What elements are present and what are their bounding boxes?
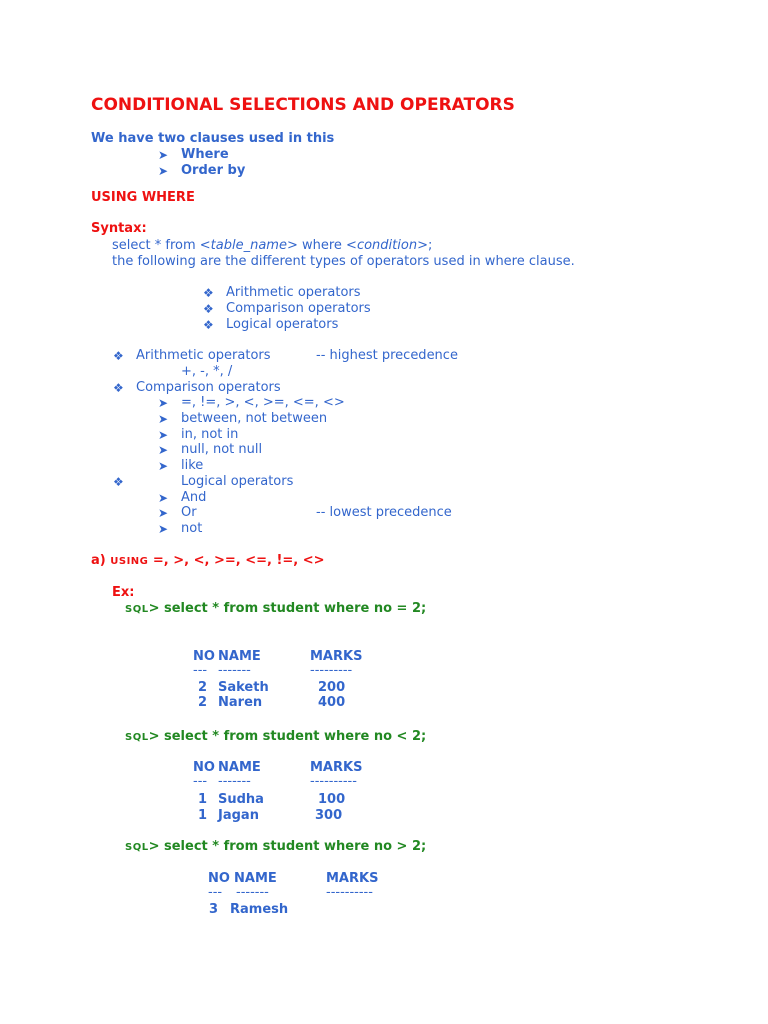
diamond-icon: ❖ xyxy=(203,302,214,316)
sql-query: SQL> select * from student where no > 2; xyxy=(125,839,427,854)
syntax-description: the following are the different types of operators used in where clause. xyxy=(112,254,575,269)
col-underline: --------- xyxy=(310,663,353,678)
cell-no: 3 xyxy=(209,902,219,917)
cell-no: 2 xyxy=(198,695,208,710)
clause-order-by: Order by xyxy=(181,163,246,178)
section-a-heading: a) USING =, >, <, >=, <=, !=, <> xyxy=(91,553,325,568)
col-underline: ------- xyxy=(218,663,251,678)
col-header-name: NAME xyxy=(218,760,261,775)
col-underline: --- xyxy=(193,663,208,678)
cell-marks: 400 xyxy=(318,695,346,710)
col-header-marks: MARKS xyxy=(310,649,363,664)
col-header-name: NAME xyxy=(234,871,277,886)
comp-item: like xyxy=(181,458,204,473)
cell-marks: 200 xyxy=(318,680,346,695)
comp-item: in, not in xyxy=(181,427,239,442)
page-title: CONDITIONAL SELECTIONS AND OPERATORS xyxy=(91,95,515,115)
col-header-no: NO xyxy=(193,760,215,775)
col-header-marks: MARKS xyxy=(310,760,363,775)
cell-name: Saketh xyxy=(218,680,269,695)
syntax-label: Syntax: xyxy=(91,221,147,236)
arith-precedence-note: -- highest precedence xyxy=(316,348,458,363)
comp-item: null, not null xyxy=(181,442,263,457)
col-underline: --- xyxy=(193,774,208,789)
diamond-icon: ❖ xyxy=(203,286,214,300)
logical-label: Logical operators xyxy=(181,474,294,489)
diamond-icon: ❖ xyxy=(113,349,124,363)
operator-type-item: Comparison operators xyxy=(226,301,371,316)
comp-item: between, not between xyxy=(181,411,328,426)
arrow-icon: ➤ xyxy=(158,506,169,520)
using-where-heading: USING WHERE xyxy=(91,190,195,205)
sql-query: SQL> select * from student where no = 2; xyxy=(125,601,427,616)
intro-text: We have two clauses used in this xyxy=(91,131,335,146)
logical-item: Or xyxy=(181,505,197,520)
operator-type-item: Arithmetic operators xyxy=(226,285,361,300)
sql-query: SQL> select * from student where no < 2; xyxy=(125,729,427,744)
cell-name: Naren xyxy=(218,695,263,710)
cell-name: Sudha xyxy=(218,792,264,807)
col-underline: ---------- xyxy=(326,885,373,900)
arrow-icon: ➤ xyxy=(158,491,169,505)
col-underline: --- xyxy=(208,885,223,900)
comp-label: Comparison operators xyxy=(136,380,281,395)
logical-precedence-note: -- lowest precedence xyxy=(316,505,452,520)
arrow-icon: ➤ xyxy=(158,522,169,536)
diamond-icon: ❖ xyxy=(113,475,124,489)
cell-no: 1 xyxy=(198,792,208,807)
clause-where: Where xyxy=(181,147,229,162)
arrow-icon: ➤ xyxy=(158,428,169,442)
arith-ops: +, -, *, / xyxy=(181,364,233,379)
logical-item: And xyxy=(181,490,207,505)
arrow-icon: ➤ xyxy=(158,164,169,178)
syntax-statement: select * from <table_name> where <condition>; xyxy=(112,238,433,253)
arrow-icon: ➤ xyxy=(158,396,169,410)
comp-item: =, !=, >, <, >=, <=, <> xyxy=(181,395,345,410)
diamond-icon: ❖ xyxy=(203,318,214,332)
cell-no: 1 xyxy=(198,808,208,823)
diamond-icon: ❖ xyxy=(113,381,124,395)
arrow-icon: ➤ xyxy=(158,443,169,457)
arrow-icon: ➤ xyxy=(158,459,169,473)
col-header-marks: MARKS xyxy=(326,871,379,886)
arrow-icon: ➤ xyxy=(158,412,169,426)
col-underline: ------- xyxy=(236,885,269,900)
cell-name: Ramesh xyxy=(230,902,289,917)
cell-no: 2 xyxy=(198,680,208,695)
arith-label: Arithmetic operators xyxy=(136,348,271,363)
col-header-name: NAME xyxy=(218,649,261,664)
col-underline: ---------- xyxy=(310,774,357,789)
col-header-no: NO xyxy=(208,871,230,886)
arrow-icon: ➤ xyxy=(158,148,169,162)
operator-type-item: Logical operators xyxy=(226,317,339,332)
col-header-no: NO xyxy=(193,649,215,664)
example-label: Ex: xyxy=(112,585,135,600)
cell-marks: 300 xyxy=(315,808,343,823)
col-underline: ------- xyxy=(218,774,251,789)
logical-item: not xyxy=(181,521,203,536)
cell-marks: 100 xyxy=(318,792,346,807)
cell-name: Jagan xyxy=(218,808,259,823)
